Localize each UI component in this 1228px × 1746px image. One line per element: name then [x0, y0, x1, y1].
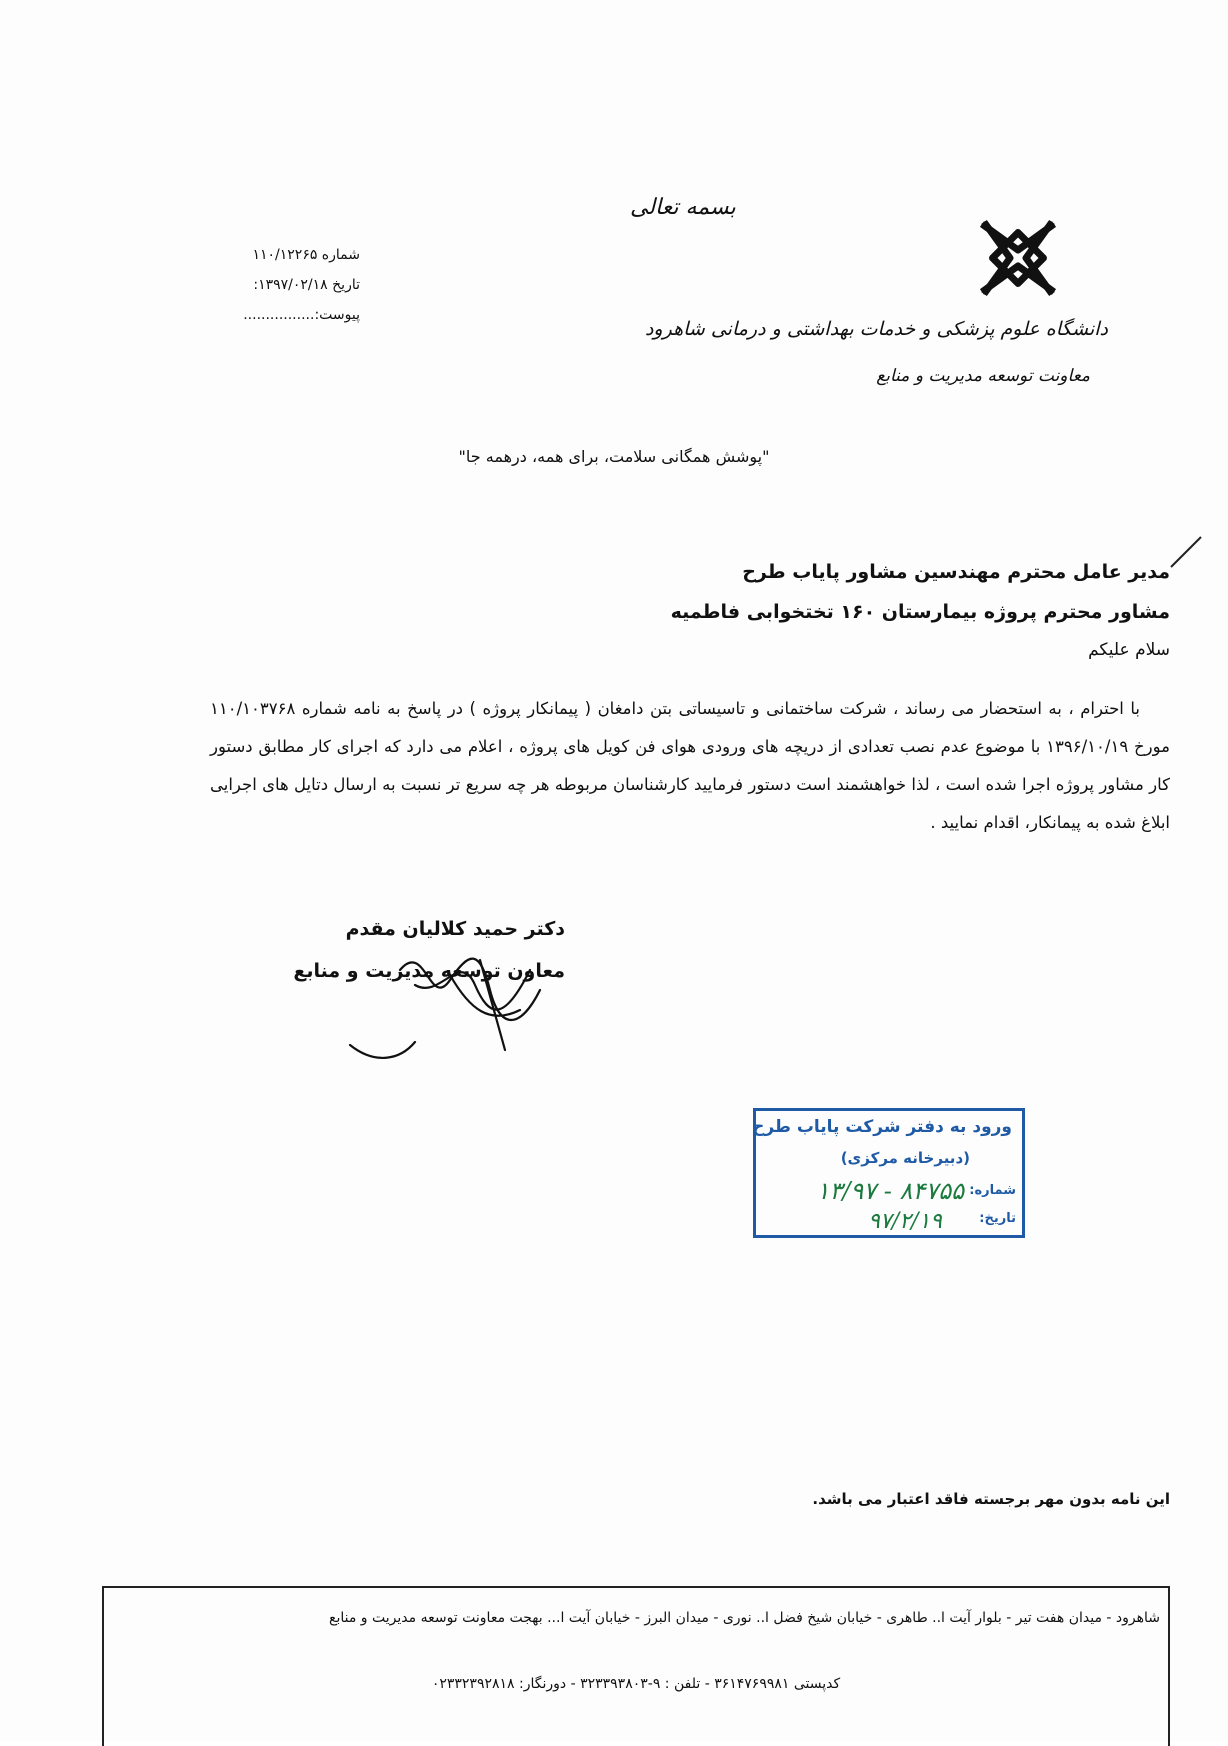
letter-body: با احترام ، به استحضار می رساند ، شرکت ساختمانی و تاسیساتی بتن دامغان ( پیمانکار پروژه ) در پاسخ به نامه شماره ۱۱۰/۱۰۳۷۶۸ مورخ ۱۳۹۶/۱۰/۱۹ با موضوع عدم نصب تعدادی از دریچه های ورودی هوای فن کویل های پروژه ، اعلام می دارد که اجرای کار مطابق دستور کار مشاور پروژه اجرا شده است ، لذا خواهشمند است دستور فرمایید کارشناسان مربوطه هر چه سریع تر نسبت به ارسال دتایل های اجرایی ابلاغ شده به پیمانکار، اقدام نمایید .	[210, 699, 1170, 832]
validity-note: این نامه بدون مهر برجسته فاقد اعتبار می باشد.	[812, 1490, 1170, 1508]
greeting: سلام علیکم	[1088, 640, 1170, 660]
footer-contact: کدپستی ۳۶۱۴۷۶۹۹۸۱ - تلفن : ۹-۳۲۳۳۹۳۸۰۳ - دورنگار: ۰۲۳۳۲۳۹۲۸۱۸	[431, 1676, 841, 1692]
letter-meta	[190, 240, 360, 330]
letter-number: شماره ۱۱۰/۱۲۲۶۵	[252, 247, 360, 263]
addressee-line-2: مشاور محترم پروژه بیمارستان ۱۶۰ تختخوابی فاطمیه	[670, 601, 1170, 623]
handwritten-signature	[330, 930, 570, 1070]
stamp-number-label: شماره:	[969, 1183, 1016, 1198]
stamp-date-label: تاریخ:	[979, 1211, 1016, 1226]
stamp-subtitle: (دبیرخانه مرکزی)	[840, 1149, 970, 1167]
footer-address: شاهرود - میدان هفت تیر - بلوار آیت ا.. طاهری - خیابان شیخ فضل ا.. نوری - میدان البرز - خیابان آیت ا... بهجت معاونت توسعه مدیریت و منابع	[329, 1610, 1160, 1626]
footer	[102, 1586, 1170, 1746]
department-name: معاونت توسعه مدیریت و منابع	[876, 366, 1090, 386]
letter-date: تاریخ ۱۳۹۷/۰۲/۱۸:	[253, 277, 360, 293]
bismillah: بسمه تعالی	[630, 195, 736, 220]
university-logo-icon	[970, 210, 1066, 306]
addressee-line-1: مدیر عامل محترم مهندسین مشاور پایاب طرح	[742, 561, 1170, 583]
signer-title: معاون توسعه مدیریت و منابع	[293, 960, 565, 982]
addressee-block	[270, 552, 1170, 668]
university-name: دانشگاه علوم پزشکی و خدمات بهداشتی و درمانی شاهرود	[644, 318, 1108, 340]
received-stamp	[753, 1108, 1025, 1238]
stamp-number-value: ۱۳/۹۷ - ۸۴۷۵۵	[816, 1177, 964, 1205]
slogan: "پوشش همگانی سلامت، برای همه، درهمه جا"	[458, 447, 770, 466]
letter-attachment: پیوست:................	[243, 307, 360, 323]
handwritten-slash-mark	[1165, 535, 1205, 571]
stamp-title: ورود به دفتر شرکت پایاب طرح	[752, 1117, 1012, 1137]
stamp-date-value: ۹۷/۲/۱۹	[868, 1209, 942, 1234]
signer-name: دکتر حمید کلالیان مقدم	[345, 918, 565, 940]
